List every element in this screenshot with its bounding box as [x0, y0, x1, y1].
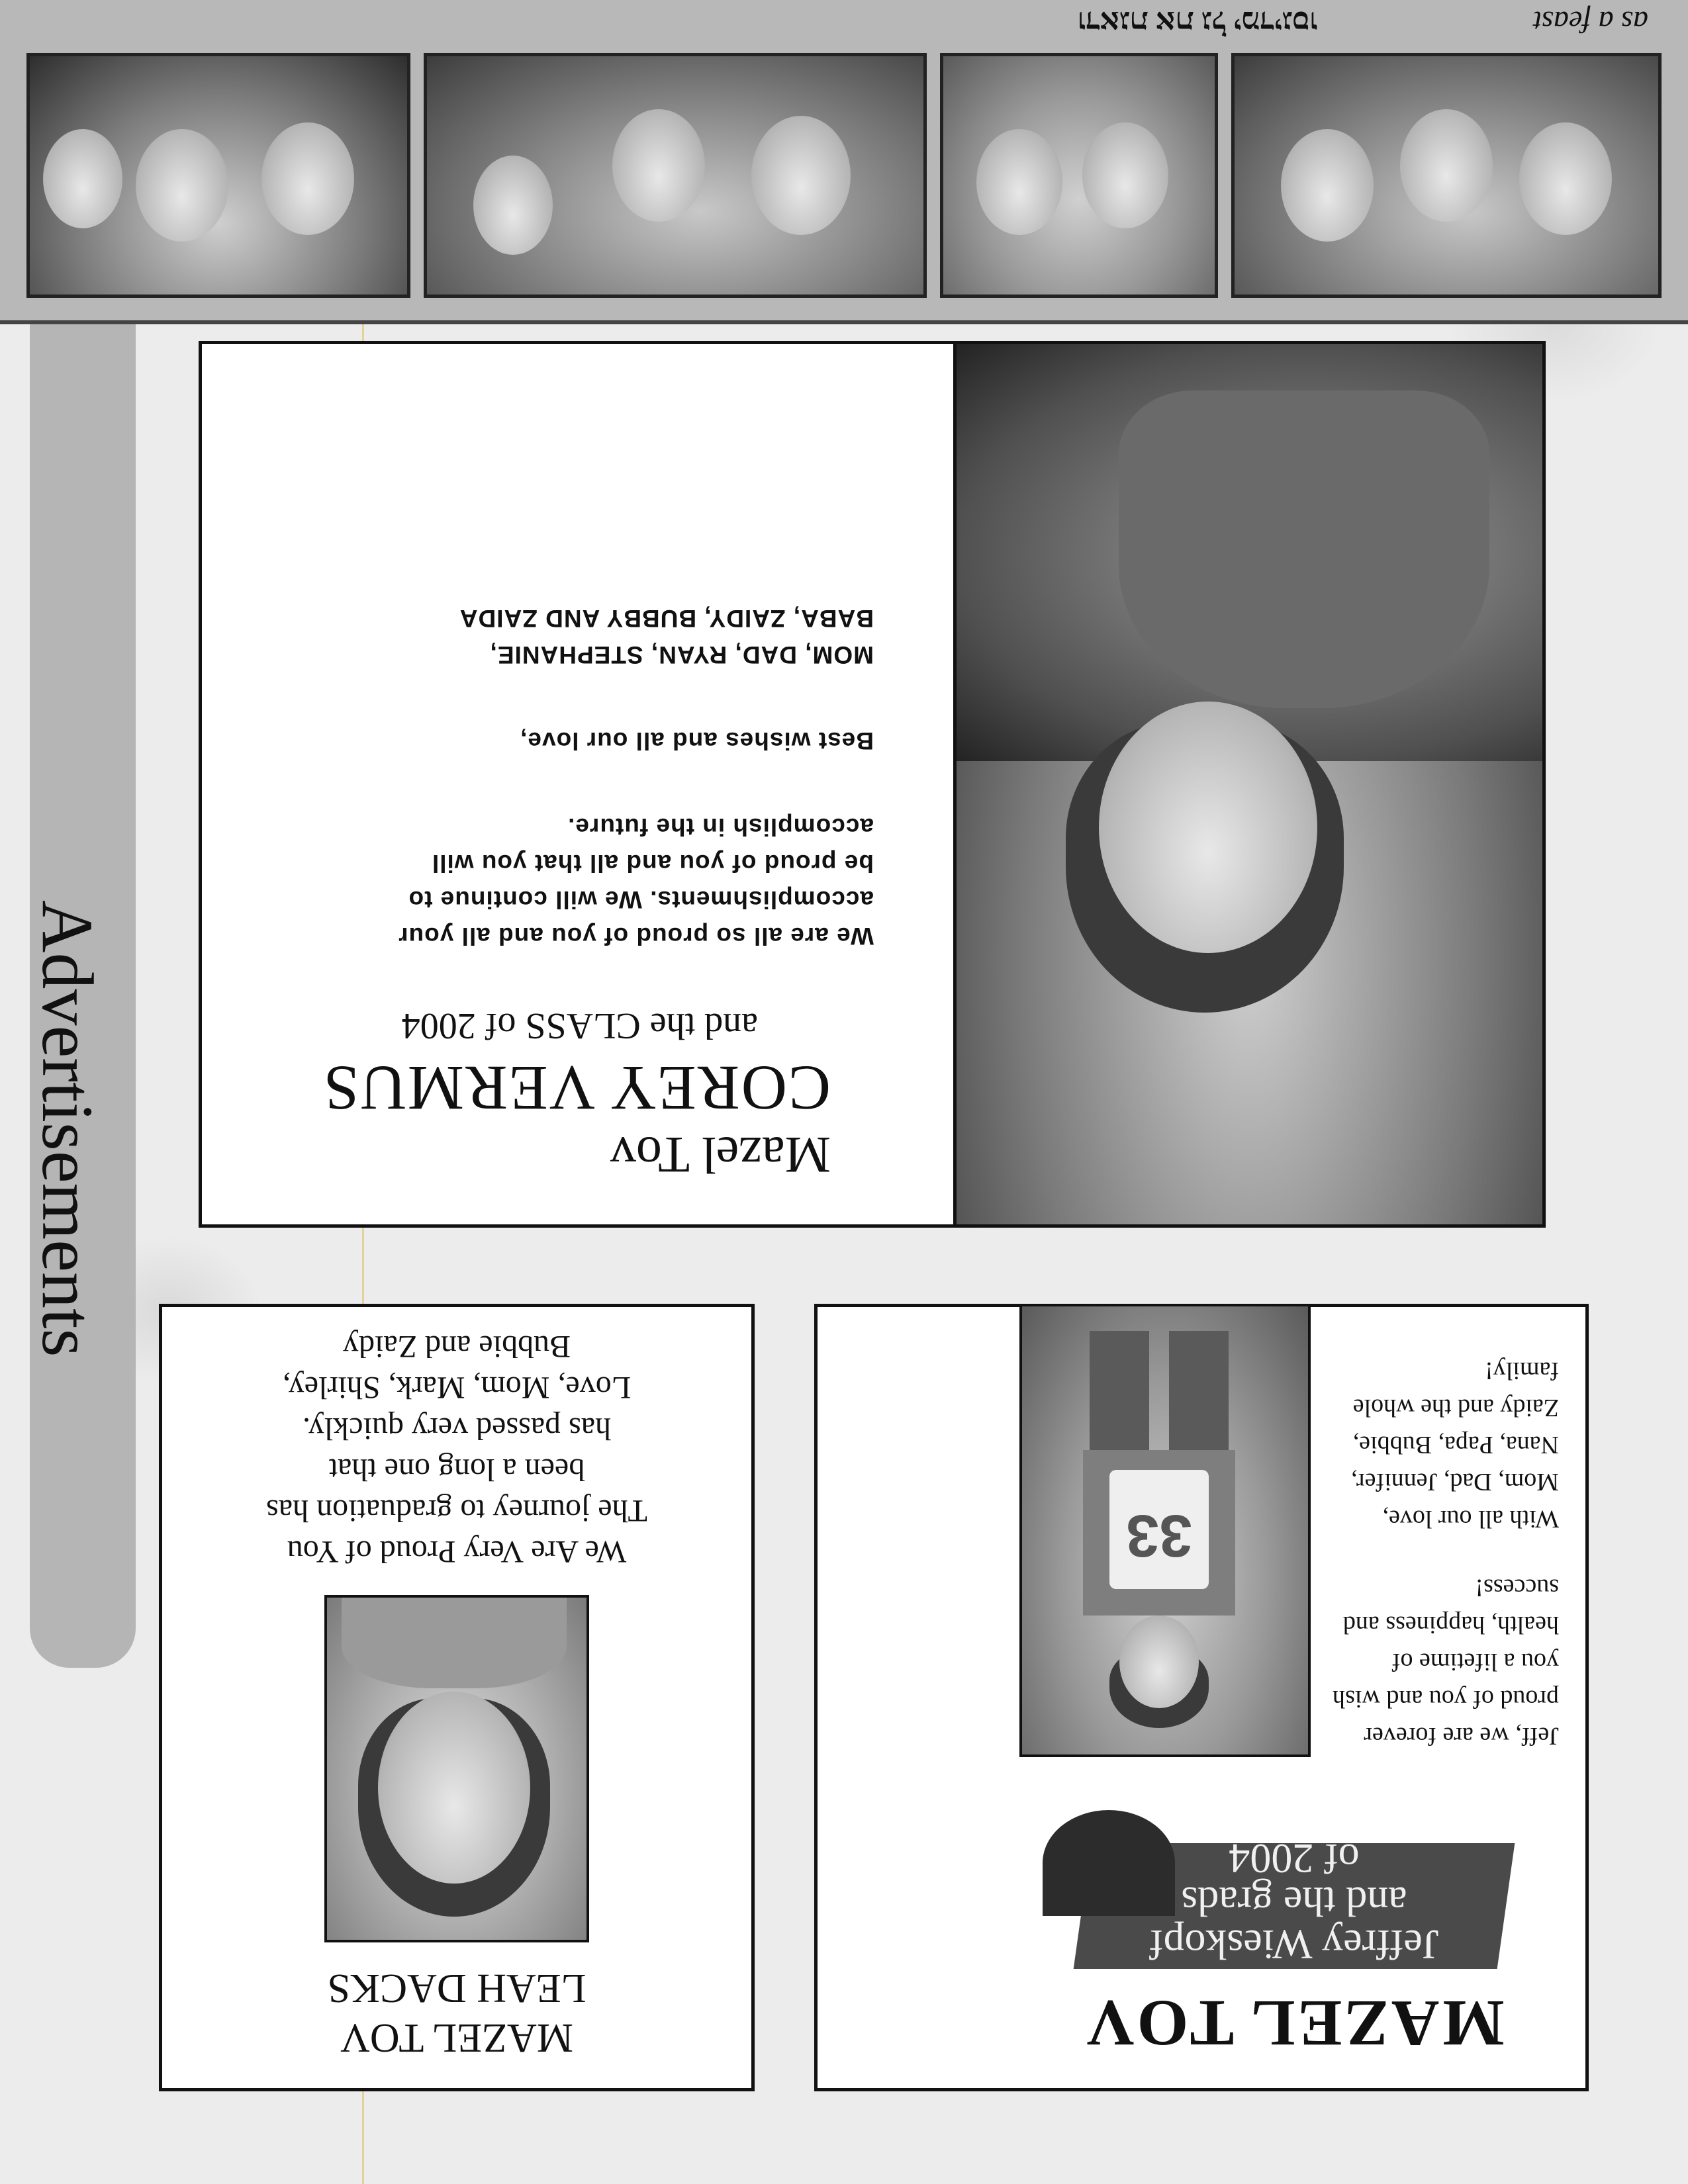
corey-photo [953, 344, 1542, 1224]
leah-body-2: The journey to graduation has [266, 1493, 647, 1528]
leah-heading-1: MAZEL TOV [340, 2015, 573, 2060]
jeff-body-8: Mom, Dad, Jennifer, [1350, 1468, 1559, 1496]
jeff-body-2: proud of you and wish [1333, 1685, 1559, 1713]
strip-caption-he: ודאגת את גל ימדיגסו [1077, 5, 1317, 39]
jeff-banner [1016, 1790, 1572, 2075]
section-tab-label: Advertisements [27, 900, 108, 1357]
corey-body-3: be proud of you and all that you will [431, 850, 874, 877]
jeff-body-5: success! [1475, 1574, 1559, 1602]
jeff-banner-2: Jeffrey Wieskopf [1149, 1921, 1439, 1968]
leah-body-6: Bubbie and Zaidy [343, 1329, 571, 1364]
strip-photo-2 [940, 53, 1218, 298]
corey-heading: Mazel Tov [610, 1126, 831, 1184]
leah-body-1: We Are Very Proud of You [287, 1534, 627, 1569]
corey-body-2: accomplishments. We will continue to [408, 886, 874, 913]
leah-body-5: Love, Mom, Mark, Shirley, [282, 1370, 632, 1405]
jeff-body-1: Jeff, we are forever [1364, 1722, 1559, 1750]
leah-body-4: has passed very quickly. [302, 1411, 612, 1446]
jeff-body-10: Zaidy and the whole [1352, 1394, 1559, 1422]
jeff-banner-4: of 2004 [1229, 1835, 1360, 1882]
strip-photo-1 [1231, 53, 1662, 298]
section-tab [27, 146, 136, 1668]
strip-photo-4 [26, 53, 410, 298]
ad-jeffrey-wieskopf [814, 1304, 1589, 2091]
strip-photo-3 [424, 53, 927, 298]
jeff-banner-3: and the grads [1181, 1878, 1407, 1925]
corey-body-4: accomplish in the future. [567, 813, 874, 841]
leah-heading-2: LEAH DACKS [327, 1966, 586, 2011]
corey-body-1: We are all so proud of you and all your [398, 923, 874, 950]
leah-body-3: been a long one that [328, 1452, 585, 1487]
corey-body-8: MOM, DAD, RYAN, STEPHANIE, [489, 641, 874, 668]
jeff-photo [1019, 1304, 1311, 1757]
leah-photo [324, 1595, 589, 1942]
corey-body-6: Best wishes and all our love, [520, 727, 874, 754]
jeff-body-7: With all our love, [1382, 1505, 1559, 1533]
ad-leah-dacks [159, 1304, 755, 2091]
corey-name: COREY VERMUS [322, 1053, 831, 1124]
corey-subheading: and the CLASS of 2004 [401, 1005, 758, 1046]
jeff-body-4: health, happiness and [1342, 1611, 1559, 1639]
jeff-body-9: Nana, Papa, Bubbie, [1352, 1431, 1559, 1459]
jeff-jersey-number: 33 [1125, 1502, 1193, 1569]
jeff-body-11: family! [1485, 1357, 1559, 1385]
ad-corey-vermus [199, 341, 1546, 1228]
jeff-banner-1: MAZEL TOV [1084, 1987, 1505, 2060]
corey-body-9: BABA, ZAIDY, BUBBY AND ZAIDA [459, 605, 874, 632]
jeff-body-3: you a lifetime of [1391, 1648, 1559, 1676]
strip-caption-en: as a feast [1533, 5, 1648, 39]
